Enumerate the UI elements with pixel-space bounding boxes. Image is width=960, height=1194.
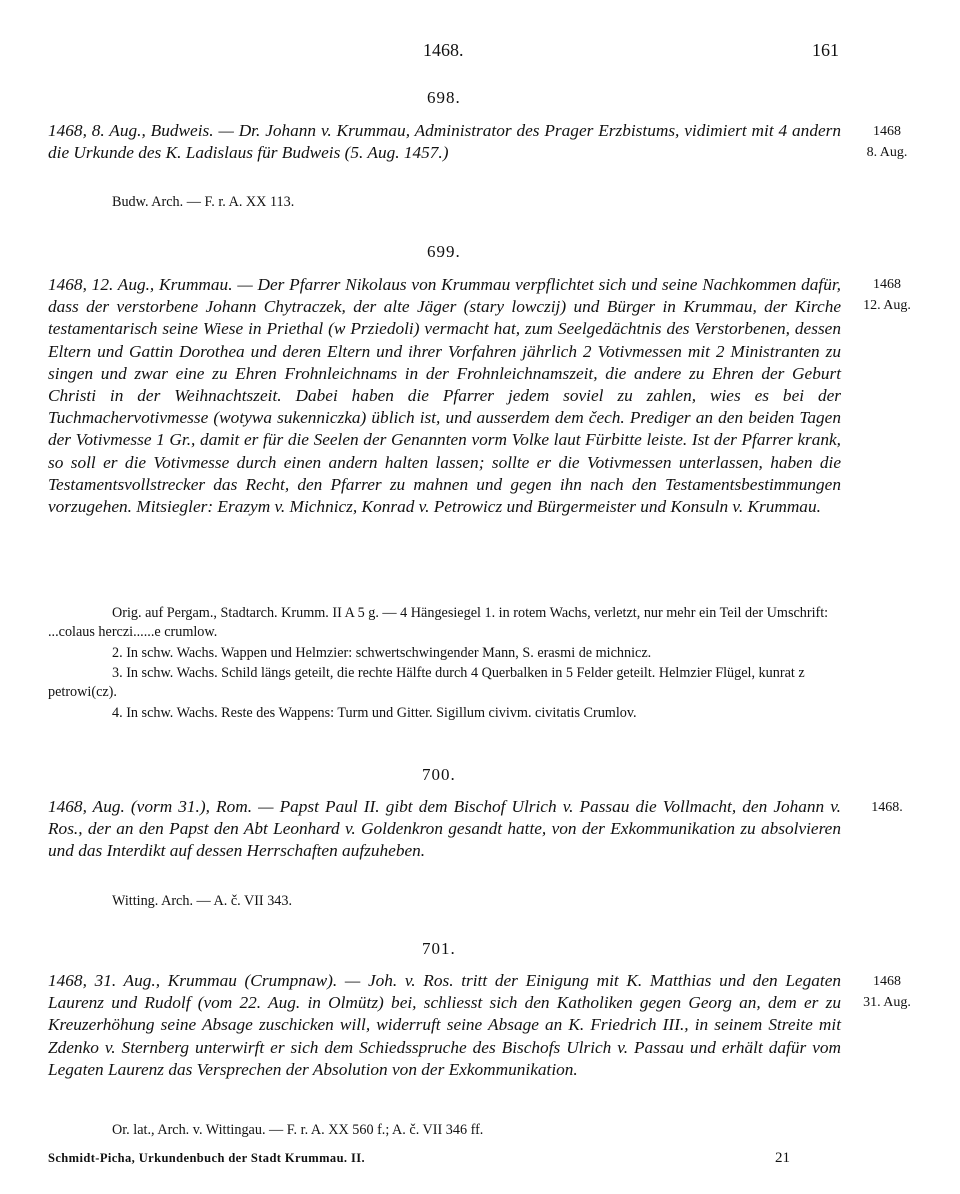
margin-day: 12. Aug. [863, 298, 911, 313]
margin-date-699 [857, 274, 917, 316]
regest-699: 1468, 12. Aug., Krummau. — Der Pfarrer Nikolaus von Krummau verpflichtet sich und seine Nachkommen dafür, dass der verstorbene Johann Chytraczek, der alte Jäger (stary lowczij) und Bürger in Krummau, der Kirche testamentarisch seine Wiese in Priethal (w Prziedoli) vermacht hat, zum Seelgedächtnis des Verstorbenen, dessen Eltern und Gattin Dorothea und deren Eltern und ihrer Vorfahren jährlich 2 Votivmessen mit 2 Ministranten zu singen und zwar eine zu Ehren Frohnleichnams in der Frohnleichnamszeit, die andere zu Ehren der Geburt Christi in der Weihnachtszeit. Dabei haben die Pfarrer jedem soviel zu zahlen, wies es bei der Tuchmachervotivmesse (wotywa sukenniczka) üblich ist, und ausserdem dem čech. Prediger an den beiden Tagen der Votivmesse 1 Gr., damit er für die Seelen der Genannten vorm Volke laut Fürbitte leiste. Ist der Pfarrer krank, so soll er die Votivmesse durch einen andern halten lassen; sollte er die Votivmessen unterlassen, haben die Testamentsvollstrecker das Recht, den Pfarrer zu mahnen und gegen ihn nach den Testamentsbestimmungen vorzugehen. Mitsiegler: Erazym v. Michnicz, Konrad v. Petrowicz und Bürgermeister und Konsuln v. Krummau. [48, 275, 841, 517]
footer-title: Schmidt-Picha, Urkundenbuch der Stadt Krummau. II. [48, 1151, 366, 1165]
margin-date-698 [857, 121, 917, 163]
regest-701: 1468, 31. Aug., Krummau (Crumpnaw). — Joh. v. Ros. tritt der Einigung mit K. Matthias und den Legaten Laurenz und Rudolf (vom 22. Aug. in Olmütz) bei, schliesst sich den Katholiken gegen Georg an, dem er zu Kreuzerhöhung seine Absage zuschicken will, widerruft seine Absage an K. Friedrich III., in seinem Streite mit Zdenko v. Sternberg unterwirft er sich dem Schiedsspruche des Bischofs Ulrich v. Passau und erhält dafür vom Legaten Laurenz das Versprechen der Absolution von der Exkommunikation. [48, 971, 841, 1079]
source-699-line-4: 4. In schw. Wachs. Reste des Wappens: Turm und Gitter. Sigillum civivm. civitatis Crumlov. [112, 705, 637, 721]
source-699-line-1: Orig. auf Pergam., Stadtarch. Krumm. II A 5 g. — 4 Hängesiegel 1. in rotem Wachs, verletzt, nur mehr ein Teil der Umschrift: ...colaus herczi......e crumlow. [48, 605, 829, 640]
source-698: Budw. Arch. — F. r. A. XX 113. [112, 194, 295, 210]
signature-mark: 21 [775, 1150, 790, 1166]
margin-year: 1468 [873, 974, 901, 989]
source-701: Or. lat., Arch. v. Wittingau. — F. r. A. XX 560 f.; A. č. VII 346 ff. [112, 1122, 484, 1138]
document-number-699: 699. [427, 242, 461, 261]
margin-date-700 [857, 797, 917, 818]
source-699-line-2: 2. In schw. Wachs. Wappen und Helmzier: schwertschwingender Mann, S. erasmi de michnicz. [112, 645, 652, 661]
document-number-700: 700. [422, 765, 456, 784]
running-head-year: 1468. [423, 40, 464, 60]
margin-year: 1468 [873, 124, 901, 139]
margin-year: 1468. [871, 800, 903, 815]
source-700: Witting. Arch. — A. č. VII 343. [112, 893, 293, 909]
margin-day: 31. Aug. [863, 995, 911, 1010]
margin-date-701 [857, 971, 917, 1013]
regest-700: 1468, Aug. (vorm 31.), Rom. — Papst Paul II. gibt dem Bischof Ulrich v. Passau die Vollmacht, den Johann v. Ros., der an den Papst den Abt Leonhard v. Goldenkron gesandt hatte, von der Exkommunikation zu absolvieren und das Interdikt auf dessen Herrschaften aufzuheben. [48, 797, 841, 861]
margin-day: 8. Aug. [866, 145, 908, 160]
page-number: 161 [812, 40, 839, 60]
regest-698: 1468, 8. Aug., Budweis. — Dr. Johann v. Krummau, Administrator des Prager Erzbistums, vidimiert mit 4 andern die Urkunde des K. Ladislaus für Budweis (5. Aug. 1457.) [48, 121, 841, 163]
source-699-line-3: 3. In schw. Wachs. Schild längs geteilt, die rechte Hälfte durch 4 Querbalken in 5 Felder geteilt. Helmzier Flügel, kunrat z petrowi(cz). [48, 665, 805, 700]
margin-year: 1468 [873, 277, 901, 292]
document-number-701: 701. [422, 939, 456, 958]
document-number-698: 698. [427, 88, 461, 107]
